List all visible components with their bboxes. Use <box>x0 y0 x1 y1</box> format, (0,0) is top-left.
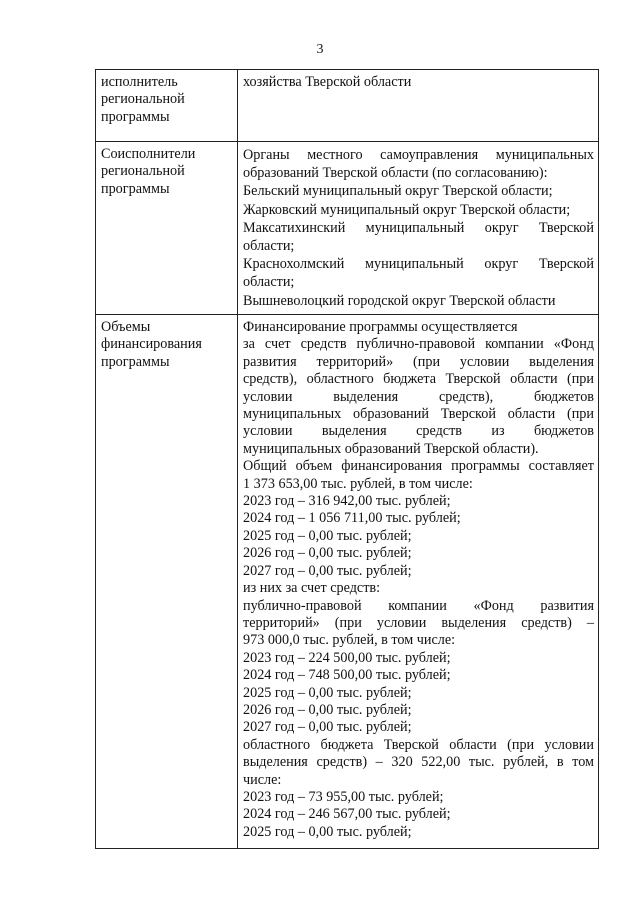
value-line: хозяйства Тверской области <box>243 74 412 90</box>
table-row <box>96 142 599 315</box>
value-line: Максатихинский муниципальный округ Тверской <box>243 219 594 236</box>
value-line: 2024 год – 748 500,00 тыс. рублей; <box>243 667 451 684</box>
value-line: средств), областного бюджета Тверской области (при <box>243 371 594 388</box>
label-line: финансирования <box>101 336 202 353</box>
value-line: муниципальных образований Тверской области). <box>243 440 539 457</box>
value-line: за счет средств публично-правовой компании «Фонд <box>243 336 594 353</box>
value-line: 2026 год – 0,00 тыс. рублей; <box>243 545 412 562</box>
value-line: 2025 год – 0,00 тыс. рублей; <box>243 823 412 840</box>
row-label <box>96 70 238 142</box>
label-line: исполнитель <box>101 74 178 90</box>
value-line: Органы местного самоуправления муниципальных <box>243 147 594 163</box>
value-line: 2026 год – 0,00 тыс. рублей; <box>243 701 412 718</box>
value-line: числе: <box>243 771 282 788</box>
value-line: условии выделения средств из бюджетов <box>243 423 594 440</box>
value-line: Вышневолоцкий городской округ Тверской области <box>243 292 556 309</box>
value-line: 2027 год – 0,00 тыс. рублей; <box>243 562 412 579</box>
value-line: Финансирование программы осуществляется <box>243 319 518 335</box>
label-line: Соисполнители <box>101 146 196 162</box>
value-line: 2023 год – 316 942,00 тыс. рублей; <box>243 493 451 510</box>
row-value <box>238 315 599 849</box>
value-line: Бельский муниципальный округ Тверской области; <box>243 183 553 200</box>
label-line: программы <box>101 353 170 370</box>
value-line: территорий» (при условии выделения средств) – <box>243 614 594 631</box>
value-line: из них за счет средств: <box>243 580 381 597</box>
value-line: областного бюджета Тверской области (при условии <box>243 736 594 753</box>
value-line: публично-правовой компании «Фонд развития <box>243 597 594 614</box>
value-line: 2025 год – 0,00 тыс. рублей; <box>243 527 412 544</box>
label-line: региональной <box>101 163 185 180</box>
row-value <box>238 70 599 142</box>
value-line: области; <box>243 274 295 291</box>
value-line: образований Тверской области (по согласованию): <box>243 165 548 182</box>
table-row <box>96 315 599 849</box>
label-line: программы <box>101 108 170 125</box>
value-line: 1 373 653,00 тыс. рублей, в том числе: <box>243 475 473 492</box>
table-row <box>96 70 599 142</box>
row-label <box>96 142 238 315</box>
row-value <box>238 142 599 315</box>
value-line: 2023 год – 224 500,00 тыс. рублей; <box>243 649 451 666</box>
value-line: развития территорий» (при условии выделения <box>243 353 594 370</box>
value-line: 2025 год – 0,00 тыс. рублей; <box>243 684 412 701</box>
value-line: 2027 год – 0,00 тыс. рублей; <box>243 719 412 736</box>
value-line: области; <box>243 238 295 255</box>
value-line: муниципальных образований Тверской области (при <box>243 406 594 423</box>
program-passport-table <box>95 69 599 849</box>
value-line: 2024 год – 246 567,00 тыс. рублей; <box>243 806 451 823</box>
label-line: Объемы <box>101 319 151 335</box>
value-line: Общий объем финансирования программы составляет <box>243 458 594 475</box>
value-line: условии выделения средств), бюджетов <box>243 388 594 405</box>
row-label <box>96 315 238 849</box>
value-line: 2023 год – 73 955,00 тыс. рублей; <box>243 788 444 805</box>
label-line: программы <box>101 180 170 197</box>
label-line: региональной <box>101 91 185 108</box>
value-line: 2024 год – 1 056 711,00 тыс. рублей; <box>243 510 461 527</box>
page-number: 3 <box>316 42 324 57</box>
value-line: 973 000,0 тыс. рублей, в том числе: <box>243 632 456 649</box>
value-line: Жарковский муниципальный округ Тверской области; <box>243 201 571 218</box>
value-line: Краснохолмский муниципальный округ Тверской <box>243 256 594 273</box>
value-line: выделения средств) – 320 522,00 тыс. рублей, в том <box>243 754 594 771</box>
